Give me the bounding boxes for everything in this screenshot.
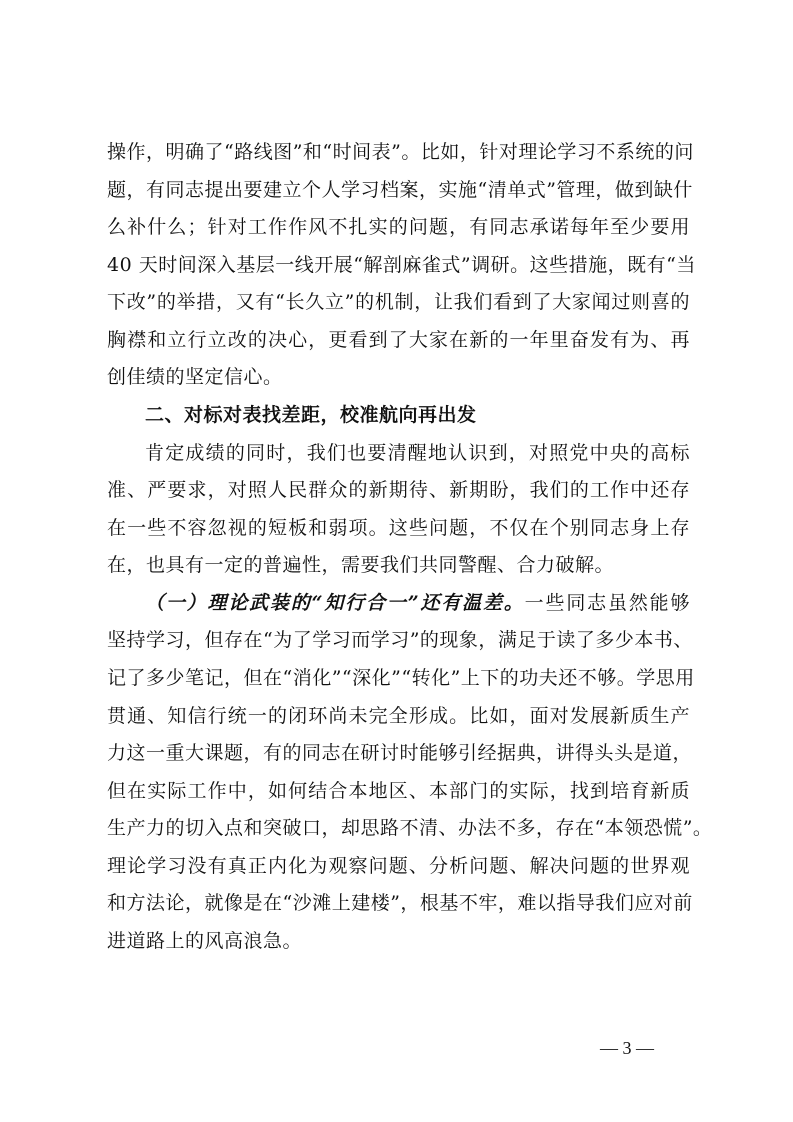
paragraph-1-line-7: 创佳绩的坚定信心。 [107, 366, 283, 388]
page-number: — 3 — [600, 1038, 654, 1058]
paragraph-1-line-4: 40 天时间深入基层一线开展“解剖麻雀式”调研。这些措施，既有“当 [107, 254, 696, 276]
paragraph-2-line-1: 肯定成绩的同时，我们也要清醒地认识到，对照党中央的高标 [145, 442, 690, 464]
paragraph-1-line-1: 操作，明确了“路线图”和“时间表”。比如，针对理论学习不系统的问 [107, 141, 694, 163]
paragraph-3-line-4: 贯通、知信行统一的闭环尚未完全形成。比如，面对发展新质生产 [107, 705, 690, 727]
paragraph-1-line-6: 胸襟和立行立改的决心，更看到了大家在新的一年里奋发有为、再 [107, 329, 690, 351]
paragraph-3-line-5: 力这一重大课题，有的同志在研讨时能够引经据典，讲得头头是道， [107, 742, 693, 764]
paragraph-3-line-10: 进道路上的风高浪急。 [107, 930, 303, 952]
paragraph-1-line-3: 么补什么；针对工作作风不扎实的问题，有同志承诺每年至少要用 [107, 216, 690, 238]
paragraph-3-line-1 [145, 591, 690, 615]
paragraph-3-line-2: 坚持学习，但存在“为了学习而学习”的现象，满足于读了多少本书、 [107, 629, 693, 651]
paragraph-3-subheading: （一）理论武装的“知行合一”还有温差。 [145, 592, 525, 614]
paragraph-2-line-2: 准、严要求，对照人民群众的新期待、新期盼，我们的工作中还存 [107, 479, 690, 501]
paragraph-3-line-3: 记了多少笔记，但在“消化”“深化”“转化”上下的功夫还不够。学思用 [107, 667, 695, 689]
section-heading: 二、对标对表找差距，校准航向再出发 [145, 404, 477, 426]
paragraph-1-line-5: 下改”的举措，又有“长久立”的机制，让我们看到了大家闻过则喜的 [107, 291, 690, 313]
paragraph-3-line-8: 理论学习没有真正内化为观察问题、分析问题、解决问题的世界观 [107, 855, 690, 877]
paragraph-1-line-2: 题，有同志提出要建立个人学习档案，实施“清单式”管理，做到缺什 [107, 179, 693, 201]
paragraph-3-first-line-rest: 一些同志虽然能够 [524, 592, 690, 614]
paragraph-2-line-4: 在，也具有一定的普遍性，需要我们共同警醒、合力破解。 [107, 554, 615, 576]
paragraph-3-line-9: 和方法论，就像是在“沙滩上建楼”，根基不牢，难以指导我们应对前 [107, 892, 693, 914]
paragraph-3-line-6: 但在实际工作中，如何结合本地区、本部门的实际，找到培育新质 [107, 780, 690, 802]
paragraph-2-line-3: 在一些不容忽视的短板和弱项。这些问题，不仅在个别同志身上存 [107, 517, 690, 539]
paragraph-3-line-7: 生产力的切入点和突破口，却思路不清、办法不多，存在“本领恐慌”。 [107, 817, 713, 839]
